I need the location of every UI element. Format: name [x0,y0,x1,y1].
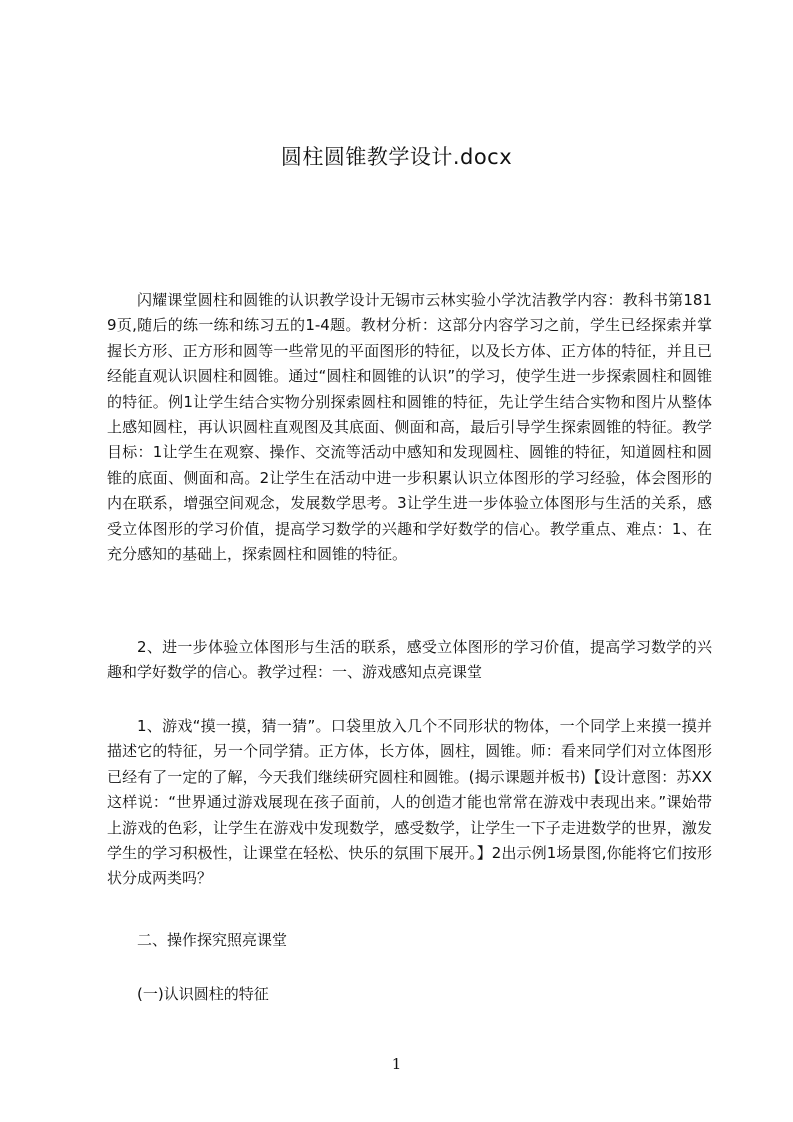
paragraph-game: 1、游戏“摸一摸，猜一猜”。口袋里放入几个不同形状的物体，一个同学上来摸一摸并描述它的特征，另一个同学猜。正方体，长方体，圆柱，圆锥。师：看来同学们对立体图形已经有了一定的了解，今天我们继续研究圆柱和圆锥。(揭示课题并板书)【设计意图：苏XX这样说：“世界通过游戏展现在孩子面前，人的创造才能也常常在游戏中表现出来。”课始带上游戏的色彩，让学生在游戏中发现数学，感受数学，让学生一下子走进数学的世界，激发学生的学习积极性，让课堂在轻松、快乐的氛围下展开。】2出示例1场景图,你能将它们按形状分成两类吗？ [107,717,712,888]
document-title: 圆柱圆锥教学设计.docx [280,145,513,169]
paragraph-goal-2: 2、进一步体验立体图形与生活的联系，感受立体图形的学习价值，提高学习数学的兴趣和学好数学的信心。教学过程：一、游戏感知点亮课堂 [107,638,712,682]
subsection-heading-cylinder: (一)认识圆柱的特征 [137,985,269,1003]
section-heading-operation: 二、操作探究照亮课堂 [137,931,288,949]
paragraph-intro: 闪耀课堂圆柱和圆锥的认识教学设计无锡市云林实验小学沈洁教学内容：教科书第1819页,随后的练一练和练习五的1-4题。教材分析：这部分内容学习之前，学生已经探索并掌握长方形、正方形和圆等一些常见的平面图形的特征，以及长方体、正方体的特征，并且已经能直观认识圆柱和圆锥。通过“圆柱和圆锥的认识”的学习，使学生进一步探索圆柱和圆锥的特征。例1让学生结合实物分别探索圆柱和圆锥的特征，先让学生结合实物和图片从整体上感知圆柱，再认识圆柱直观图及其底面、侧面和高，最后引导学生探索圆锥的特征。教学目标：1让学生在观察、操作、交流等活动中感知和发现圆柱、圆锥的特征，知道圆柱和圆锥的底面、侧面和高。2让学生在活动中进一步积累认识立体图形的学习经验，体会图形的内在联系，增强空间观念，发展数学思考。3让学生进一步体验立体图形与生活的关系，感受立体图形的学习价值，提高学习数学的兴趣和学好数学的信心。教学重点、难点：1、在充分感知的基础上，探索圆柱和圆锥的特征。 [107,291,712,564]
page-number: 1 [391,1055,402,1073]
